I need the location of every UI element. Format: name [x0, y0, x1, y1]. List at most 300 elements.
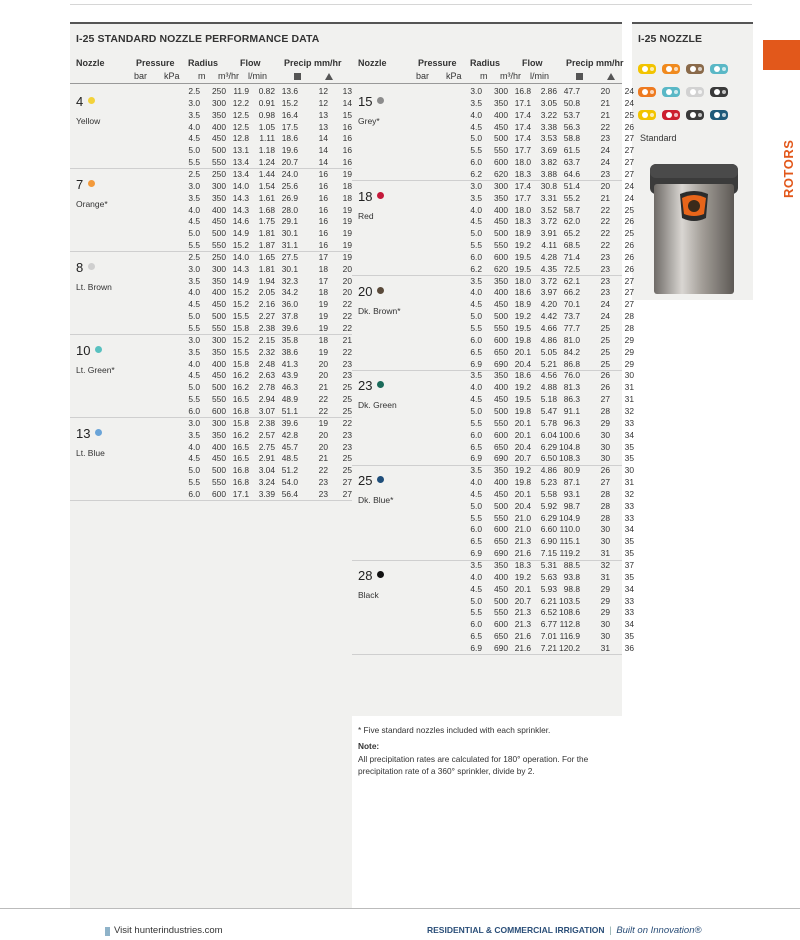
table-cell: 17.4: [514, 109, 531, 120]
table-cell: 14: [318, 133, 328, 144]
table-row: [108, 406, 352, 418]
nozzle-icon: [686, 62, 706, 74]
table-cell: 4.56: [540, 370, 557, 381]
table-cell: 34: [624, 524, 634, 535]
table-cell: 84.2: [563, 346, 580, 357]
table-cell: 110.0: [559, 524, 580, 535]
table-cell: 93.8: [563, 571, 580, 582]
table-cell: 350: [212, 346, 226, 357]
table-cell: 26: [600, 465, 610, 476]
table-row: [390, 311, 634, 323]
table-cell: 400: [212, 441, 226, 452]
table-cell: 19.5: [514, 251, 531, 262]
table-cell: 28: [600, 512, 610, 523]
table-cell: 31: [600, 548, 610, 559]
table-cell: 18.9: [514, 228, 531, 239]
table-cell: 1.94: [258, 275, 275, 286]
table-cell: 29: [624, 334, 634, 345]
nozzle-icon: [638, 62, 658, 74]
table-cell: 16: [342, 121, 352, 132]
table-cell: 500: [212, 382, 226, 393]
nozzle-number: 13: [76, 426, 102, 441]
table-cell: 16.2: [232, 382, 249, 393]
table-cell: 400: [494, 382, 508, 393]
table-row: [108, 477, 352, 489]
table-cell: 14.9: [232, 228, 249, 239]
table-cell: 16.4: [281, 109, 298, 120]
table-cell: 4.5: [188, 453, 200, 464]
table-row: [390, 631, 634, 643]
nozzle-color-name: Grey*: [358, 116, 380, 126]
table-cell: 5.58: [540, 488, 557, 499]
table-cell: 3.69: [540, 145, 557, 156]
table-cell: 6.90: [540, 536, 557, 547]
table-cell: 96.3: [563, 417, 580, 428]
table-cell: 18.0: [514, 204, 531, 215]
table-cell: 103.5: [559, 595, 580, 606]
table-cell: 21.3: [514, 607, 531, 618]
table-cell: 31: [624, 382, 634, 393]
table-cell: 116.9: [559, 631, 580, 642]
nozzle-icon: [710, 62, 730, 74]
table-cell: 2.48: [258, 358, 275, 369]
table-cell: 48.9: [281, 394, 298, 405]
table-cell: 5.92: [540, 500, 557, 511]
table-cell: 21.6: [514, 631, 531, 642]
table-cell: 29: [600, 595, 610, 606]
table-row: [390, 109, 634, 122]
table-cell: 6.9: [470, 358, 482, 369]
table-cell: 37.8: [281, 311, 298, 322]
table-cell: 0.91: [258, 97, 275, 108]
table-cell: 5.0: [470, 133, 482, 144]
footer-link[interactable]: Visit hunterindustries.com: [114, 925, 223, 936]
table-cell: 2.38: [258, 417, 275, 428]
table-cell: 3.0: [470, 86, 482, 96]
table-row: [108, 430, 352, 442]
table-cell: 650: [494, 536, 508, 547]
table-cell: 24: [600, 311, 610, 322]
table-cell: 6.9: [470, 548, 482, 559]
nozzle-number: 25: [358, 473, 384, 488]
table-row: [108, 145, 352, 157]
table-cell: 26: [624, 240, 634, 251]
table-cell: 5.78: [540, 417, 557, 428]
table-cell: 400: [494, 477, 508, 488]
table-row: [390, 240, 634, 252]
table-cell: 5.0: [470, 595, 482, 606]
table-cell: 27: [624, 133, 634, 144]
table-cell: 6.5: [470, 441, 482, 452]
table-cell: 30: [600, 453, 610, 464]
header-m: m: [198, 71, 206, 81]
table-row: [390, 370, 634, 382]
table-cell: 350: [494, 465, 508, 476]
table-cell: 3.07: [258, 405, 275, 416]
table-cell: 550: [494, 417, 508, 428]
table-cell: 3.04: [258, 465, 275, 476]
table-cell: 550: [212, 477, 226, 488]
table-cell: 21.3: [514, 619, 531, 630]
table-cell: 31: [600, 642, 610, 653]
table-cell: 350: [494, 560, 508, 570]
table-cell: 16: [342, 157, 352, 168]
table-cell: 4.5: [470, 299, 482, 310]
table-cell: 21.0: [514, 512, 531, 523]
table-cell: 5.93: [540, 583, 557, 594]
table-cell: 3.5: [188, 275, 200, 286]
nozzle-icon: [638, 85, 658, 97]
table-cell: 28: [624, 311, 634, 322]
table-cell: 20: [342, 287, 352, 298]
table-cell: 18.3: [514, 216, 531, 227]
table-cell: 600: [494, 334, 508, 345]
footer-marker: [105, 927, 110, 936]
table-cell: 29: [624, 346, 634, 357]
table-cell: 6.0: [188, 405, 200, 416]
table-cell: 620: [494, 168, 508, 179]
table-cell: 38.6: [281, 346, 298, 357]
header-m3hr: m³/hr: [500, 71, 521, 81]
table-cell: 20: [318, 358, 328, 369]
table-cell: 43.9: [281, 370, 298, 381]
table-cell: 400: [212, 358, 226, 369]
table-row: [390, 323, 634, 335]
table-cell: 23: [342, 429, 352, 440]
table-cell: 37: [624, 560, 634, 570]
table-cell: 550: [494, 512, 508, 523]
nozzle-icon: [686, 108, 706, 120]
table-cell: 98.8: [563, 583, 580, 594]
table-cell: 14.3: [232, 204, 249, 215]
table-cell: 12.5: [232, 121, 249, 132]
table-cell: 35: [624, 631, 634, 642]
table-cell: 29.1: [281, 216, 298, 227]
table-row: [390, 536, 634, 548]
table-row: [108, 465, 352, 477]
nozzle-color-dot-icon: [377, 192, 384, 199]
table-cell: 26: [624, 251, 634, 262]
table-cell: 6.52: [540, 607, 557, 618]
table-cell: 50.8: [563, 97, 580, 108]
nozzle-icon: [662, 85, 682, 97]
table-cell: 4.5: [188, 133, 200, 144]
table-cell: 24: [600, 145, 610, 156]
table-cell: 17.4: [514, 121, 531, 132]
table-cell: 48.5: [281, 453, 298, 464]
table-cell: 34: [624, 619, 634, 630]
table-cell: 104.8: [559, 441, 580, 452]
nozzle-color-dot-icon: [377, 476, 384, 483]
header-nozzle: Nozzle: [358, 58, 387, 68]
table-cell: 27: [624, 275, 634, 286]
table-cell: 58.8: [563, 133, 580, 144]
table-cell: 30.1: [281, 263, 298, 274]
table-cell: 350: [494, 370, 508, 381]
table-row: [108, 323, 352, 335]
table-cell: 35: [624, 441, 634, 452]
table-cell: 550: [212, 240, 226, 251]
table-cell: 32: [624, 488, 634, 499]
nozzle-color-dot-icon: [88, 97, 95, 104]
header-lmin: l/min: [248, 71, 268, 81]
table-cell: 14: [318, 157, 328, 168]
table-row: [390, 488, 634, 501]
table-cell: 4.0: [188, 441, 200, 452]
nozzle-color-name: Lt. Green*: [76, 364, 115, 375]
table-cell: 3.0: [188, 334, 200, 345]
table-row: [390, 86, 634, 98]
table-cell: 3.39: [258, 488, 275, 499]
table-cell: 31: [600, 571, 610, 582]
table-row: [390, 121, 634, 134]
table-cell: 62.0: [563, 216, 580, 227]
table-cell: 18: [318, 287, 328, 298]
header-precip: Precip mm/hr: [566, 58, 624, 68]
table-cell: 6.9: [470, 642, 482, 653]
table-cell: 300: [212, 97, 226, 108]
table-cell: 300: [212, 334, 226, 345]
note-text-2: precipitation rate of a 360° sprinkler, divide by 2.: [358, 766, 535, 776]
table-cell: 600: [494, 251, 508, 262]
table-cell: 6.0: [470, 251, 482, 262]
table-cell: 26: [624, 121, 634, 132]
table-cell: 500: [494, 405, 508, 416]
table-cell: 650: [494, 441, 508, 452]
table-cell: 7.21: [540, 642, 557, 653]
table-cell: 20.1: [514, 417, 531, 428]
table-cell: 16.8: [232, 465, 249, 476]
table-cell: 16: [318, 192, 328, 203]
table-cell: 19.2: [514, 571, 531, 582]
table-cell: 15.2: [281, 97, 298, 108]
square-symbol-icon: [576, 73, 583, 80]
table-cell: 20.7: [514, 595, 531, 606]
note-text-1: All precipitation rates are calculated for 180° operation. For the: [358, 754, 589, 764]
table-cell: 450: [212, 299, 226, 310]
table-cell: 620: [494, 263, 508, 274]
table-cell: 6.2: [470, 263, 482, 274]
table-cell: 21: [600, 109, 610, 120]
table-row: [390, 560, 634, 572]
table-cell: 20: [600, 86, 610, 96]
table-row: [390, 275, 634, 288]
rotors-tab[interactable]: ROTORS: [763, 110, 800, 200]
table-cell: 34: [624, 429, 634, 440]
table-cell: 91.1: [563, 405, 580, 416]
table-cell: 1.68: [258, 204, 275, 215]
table-cell: 400: [212, 204, 226, 215]
table-cell: 14.6: [232, 216, 249, 227]
table-cell: 20.7: [514, 453, 531, 464]
table-cell: 18: [342, 180, 352, 191]
table-cell: 23: [342, 441, 352, 452]
header-precip: Precip mm/hr: [284, 58, 342, 68]
table-cell: 3.0: [470, 180, 482, 191]
table-cell: 5.5: [188, 394, 200, 405]
table-row: [108, 133, 352, 145]
table-cell: 29: [600, 607, 610, 618]
nozzle-color-dot-icon: [377, 381, 384, 388]
table-row: [390, 453, 634, 465]
table-cell: 18.6: [514, 287, 531, 298]
table-cell: 93.1: [563, 488, 580, 499]
table-cell: 16.5: [232, 394, 249, 405]
table-cell: 650: [494, 346, 508, 357]
table-cell: 3.5: [470, 275, 482, 286]
table-cell: 34.2: [281, 287, 298, 298]
table-cell: 15.5: [232, 311, 249, 322]
table-cell: 2.32: [258, 346, 275, 357]
table-cell: 5.05: [540, 346, 557, 357]
table-cell: 2.63: [258, 370, 275, 381]
table-cell: 350: [494, 97, 508, 108]
table-cell: 5.21: [540, 358, 557, 369]
table-cell: 86.8: [563, 358, 580, 369]
table-cell: 23: [600, 168, 610, 179]
table-cell: 300: [212, 263, 226, 274]
table-cell: 450: [212, 133, 226, 144]
nozzle-color-name: Lt. Blue: [76, 447, 105, 458]
table-cell: 56.3: [563, 121, 580, 132]
table-cell: 550: [494, 607, 508, 618]
table-cell: 600: [212, 405, 226, 416]
table-cell: 28: [600, 500, 610, 511]
table-cell: 21: [318, 382, 328, 393]
table-row: [108, 287, 352, 299]
triangle-symbol-icon: [325, 73, 333, 80]
table-cell: 500: [212, 145, 226, 156]
table-cell: 250: [212, 86, 226, 96]
table-cell: 6.29: [540, 512, 557, 523]
nozzle-color-dot-icon: [377, 97, 384, 104]
table-cell: 66.2: [563, 287, 580, 298]
header-m: m: [480, 71, 488, 81]
table-cell: 20.1: [514, 488, 531, 499]
table-cell: 450: [212, 453, 226, 464]
table-cell: 19: [318, 346, 328, 357]
table-cell: 27: [624, 299, 634, 310]
table-cell: 14.3: [232, 192, 249, 203]
table-cell: 17: [318, 275, 328, 286]
table-cell: 2.91: [258, 453, 275, 464]
table-cell: 3.05: [540, 97, 557, 108]
table-cell: 450: [494, 583, 508, 594]
table-cell: 22: [318, 465, 328, 476]
rotor-sprinkler-image: [646, 160, 742, 296]
table-cell: 104.9: [559, 512, 580, 523]
table-cell: 20: [342, 263, 352, 274]
table-cell: 5.0: [188, 382, 200, 393]
table-row: [108, 394, 352, 406]
table-cell: 21: [342, 334, 352, 345]
table-cell: 26: [624, 263, 634, 274]
table-cell: 24: [600, 299, 610, 310]
table-cell: 5.5: [188, 323, 200, 333]
table-row: [390, 346, 634, 359]
table-cell: 3.0: [188, 417, 200, 428]
header-bar: bar: [134, 71, 148, 81]
table-cell: 18: [318, 334, 328, 345]
table-cell: 21: [600, 192, 610, 203]
table-cell: 18.0: [514, 275, 531, 286]
table-cell: 500: [494, 500, 508, 511]
table-cell: 54.0: [281, 477, 298, 488]
table-cell: 600: [494, 429, 508, 440]
table-cell: 550: [212, 323, 226, 333]
table-cell: 6.0: [470, 157, 482, 168]
table-cell: 500: [494, 228, 508, 239]
table-cell: 3.0: [188, 97, 200, 108]
rotors-tab-marker: [763, 40, 800, 70]
table-cell: 19.5: [514, 323, 531, 333]
table-cell: 76.0: [563, 370, 580, 381]
table-row: [390, 228, 634, 240]
table-row: [108, 252, 352, 264]
table-row: [390, 287, 634, 299]
table-cell: 28.0: [281, 204, 298, 215]
table-cell: 3.52: [540, 204, 557, 215]
table-cell: 4.5: [188, 370, 200, 381]
table-cell: 18.9: [514, 299, 531, 310]
table-cell: 30: [600, 441, 610, 452]
nozzle-color-name: Yellow: [76, 116, 101, 126]
table-row: [390, 548, 634, 560]
table-cell: 33: [624, 500, 634, 511]
table-cell: 27: [600, 394, 610, 405]
table-cell: 29: [600, 417, 610, 428]
table-cell: 17.5: [281, 121, 298, 132]
table-cell: 21: [318, 453, 328, 464]
table-row: [390, 465, 634, 477]
table-cell: 30: [600, 619, 610, 630]
table-cell: 28: [624, 323, 634, 333]
table-cell: 21.3: [514, 536, 531, 547]
table-cell: 30: [624, 465, 634, 476]
table-cell: 6.29: [540, 441, 557, 452]
table-cell: 31: [624, 394, 634, 405]
table-row: [390, 595, 634, 608]
table-row: [390, 299, 634, 311]
table-cell: 16: [318, 216, 328, 227]
table-cell: 36.0: [281, 299, 298, 310]
table-cell: 3.24: [258, 477, 275, 488]
table-row: [390, 216, 634, 228]
table-cell: 500: [212, 228, 226, 239]
table-cell: 6.0: [470, 429, 482, 440]
table-cell: 33: [624, 595, 634, 606]
table-cell: 300: [212, 417, 226, 428]
nozzle-number: 18: [358, 189, 384, 204]
table-cell: 22: [600, 240, 610, 251]
table-cell: 13: [318, 109, 328, 120]
table-cell: 16: [318, 180, 328, 191]
table-cell: 15.8: [232, 417, 249, 428]
footer-tagline: [427, 925, 701, 936]
table-cell: 4.0: [470, 571, 482, 582]
table-cell: 300: [494, 180, 508, 191]
table-cell: 27: [342, 488, 352, 499]
table-cell: 19: [342, 168, 352, 179]
table-cell: 3.88: [540, 168, 557, 179]
table-cell: 250: [212, 251, 226, 262]
table-cell: 5.5: [188, 157, 200, 168]
table-cell: 19: [342, 240, 352, 251]
table-cell: 18.6: [514, 370, 531, 381]
table-cell: 450: [494, 394, 508, 405]
table-cell: 22: [600, 228, 610, 239]
table-cell: 18.6: [281, 133, 298, 144]
